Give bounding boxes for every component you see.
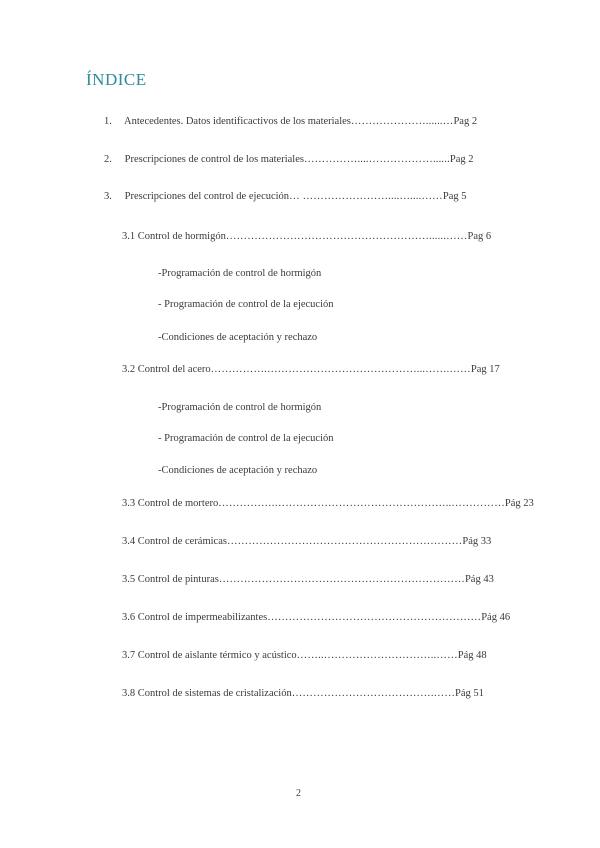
toc-section-3-1[interactable] bbox=[122, 230, 491, 244]
page-title: ÍNDICE bbox=[86, 70, 147, 89]
toc-section-label: 3.8 Control de sistemas de cristalización bbox=[122, 688, 292, 699]
toc-section-3-6[interactable] bbox=[122, 611, 510, 625]
toc-item-1[interactable] bbox=[104, 115, 477, 129]
toc-section-label: 3.2 Control del acero bbox=[122, 364, 211, 375]
toc-leader-dots: …………………………………………………… bbox=[267, 612, 482, 623]
toc-page-ref: Pag 5 bbox=[442, 191, 467, 202]
toc-item-label: Prescripciones del control de ejecución bbox=[124, 191, 290, 202]
toc-section-label: 3.4 Control de cerámicas bbox=[122, 536, 227, 547]
toc-item-3[interactable] bbox=[104, 190, 467, 204]
toc-section-3-3[interactable] bbox=[122, 497, 534, 511]
toc-item-number: 2. bbox=[104, 154, 112, 165]
toc-section-label: 3.6 Control de impermeabilizantes bbox=[122, 612, 268, 623]
toc-subitem: -Programación de control de hormigón bbox=[158, 268, 322, 279]
toc-page-ref: Pág 46 bbox=[481, 612, 511, 623]
toc-item-number: 3. bbox=[104, 191, 112, 202]
toc-subitem: -Condiciones de aceptación y rechazo bbox=[158, 465, 318, 476]
toc-item-label: Antecedentes. Datos identificactivos de los materiales bbox=[124, 116, 351, 127]
toc-section-3-4[interactable] bbox=[122, 535, 491, 549]
toc-section-3-2[interactable] bbox=[122, 363, 500, 377]
toc-subitem: - Programación de control de la ejecución bbox=[158, 433, 334, 444]
toc-leader-dots: ……..…………………………..…… bbox=[296, 650, 458, 661]
toc-item-2[interactable] bbox=[104, 153, 474, 167]
toc-section-label: 3.7 Control de aislante térmico y acústico bbox=[122, 650, 297, 661]
toc-page-ref: Pág 48 bbox=[457, 650, 487, 661]
toc-item-number: 1. bbox=[104, 116, 112, 127]
toc-leader-dots: ………………………………….…… bbox=[291, 688, 456, 699]
toc-leader-dots: ……………....………………...... bbox=[303, 154, 450, 165]
toc-section-label: 3.1 Control de hormigón bbox=[122, 231, 226, 242]
toc-section-3-7[interactable] bbox=[122, 649, 487, 663]
toc-subitem: -Programación de control de hormigón bbox=[158, 402, 322, 413]
toc-leader-dots: ………………………………………………………… bbox=[226, 536, 463, 547]
toc-subitem: -Condiciones de aceptación y rechazo bbox=[158, 332, 318, 343]
toc-page-ref: Pág 43 bbox=[464, 574, 494, 585]
toc-page-ref: Pag 2 bbox=[449, 154, 474, 165]
toc-page-ref: Pág 23 bbox=[504, 498, 534, 509]
toc-leader-dots: … ……………………....…....…… bbox=[289, 191, 443, 202]
toc-page-ref: Pag 17 bbox=[470, 364, 500, 375]
toc-page-ref: Pág 33 bbox=[462, 536, 492, 547]
toc-page-ref: Pag 6 bbox=[467, 231, 492, 242]
toc-section-label: 3.3 Control de mortero bbox=[122, 498, 219, 509]
toc-subitem: - Programación de control de la ejecución bbox=[158, 299, 334, 310]
toc-section-3-5[interactable] bbox=[122, 573, 494, 587]
page-number: 2 bbox=[296, 788, 301, 799]
toc-leader-dots: …………….…………………………………………..…………… bbox=[218, 498, 505, 509]
toc-section-3-8[interactable] bbox=[122, 687, 484, 701]
toc-page-ref: Pág 51 bbox=[455, 688, 484, 699]
toc-leader-dots: …………………………………………………......…… bbox=[225, 231, 468, 242]
toc-page-ref: Pag 2 bbox=[453, 116, 478, 127]
toc-leader-dots: …………………......… bbox=[350, 116, 454, 127]
toc-item-label: Prescripciones de control de los materiales bbox=[124, 154, 304, 165]
toc-leader-dots: …………….……………………………………...…….…… bbox=[210, 364, 471, 375]
toc-section-label: 3.5 Control de pinturas bbox=[122, 574, 219, 585]
toc-leader-dots: …………………………………………………………… bbox=[218, 574, 465, 585]
